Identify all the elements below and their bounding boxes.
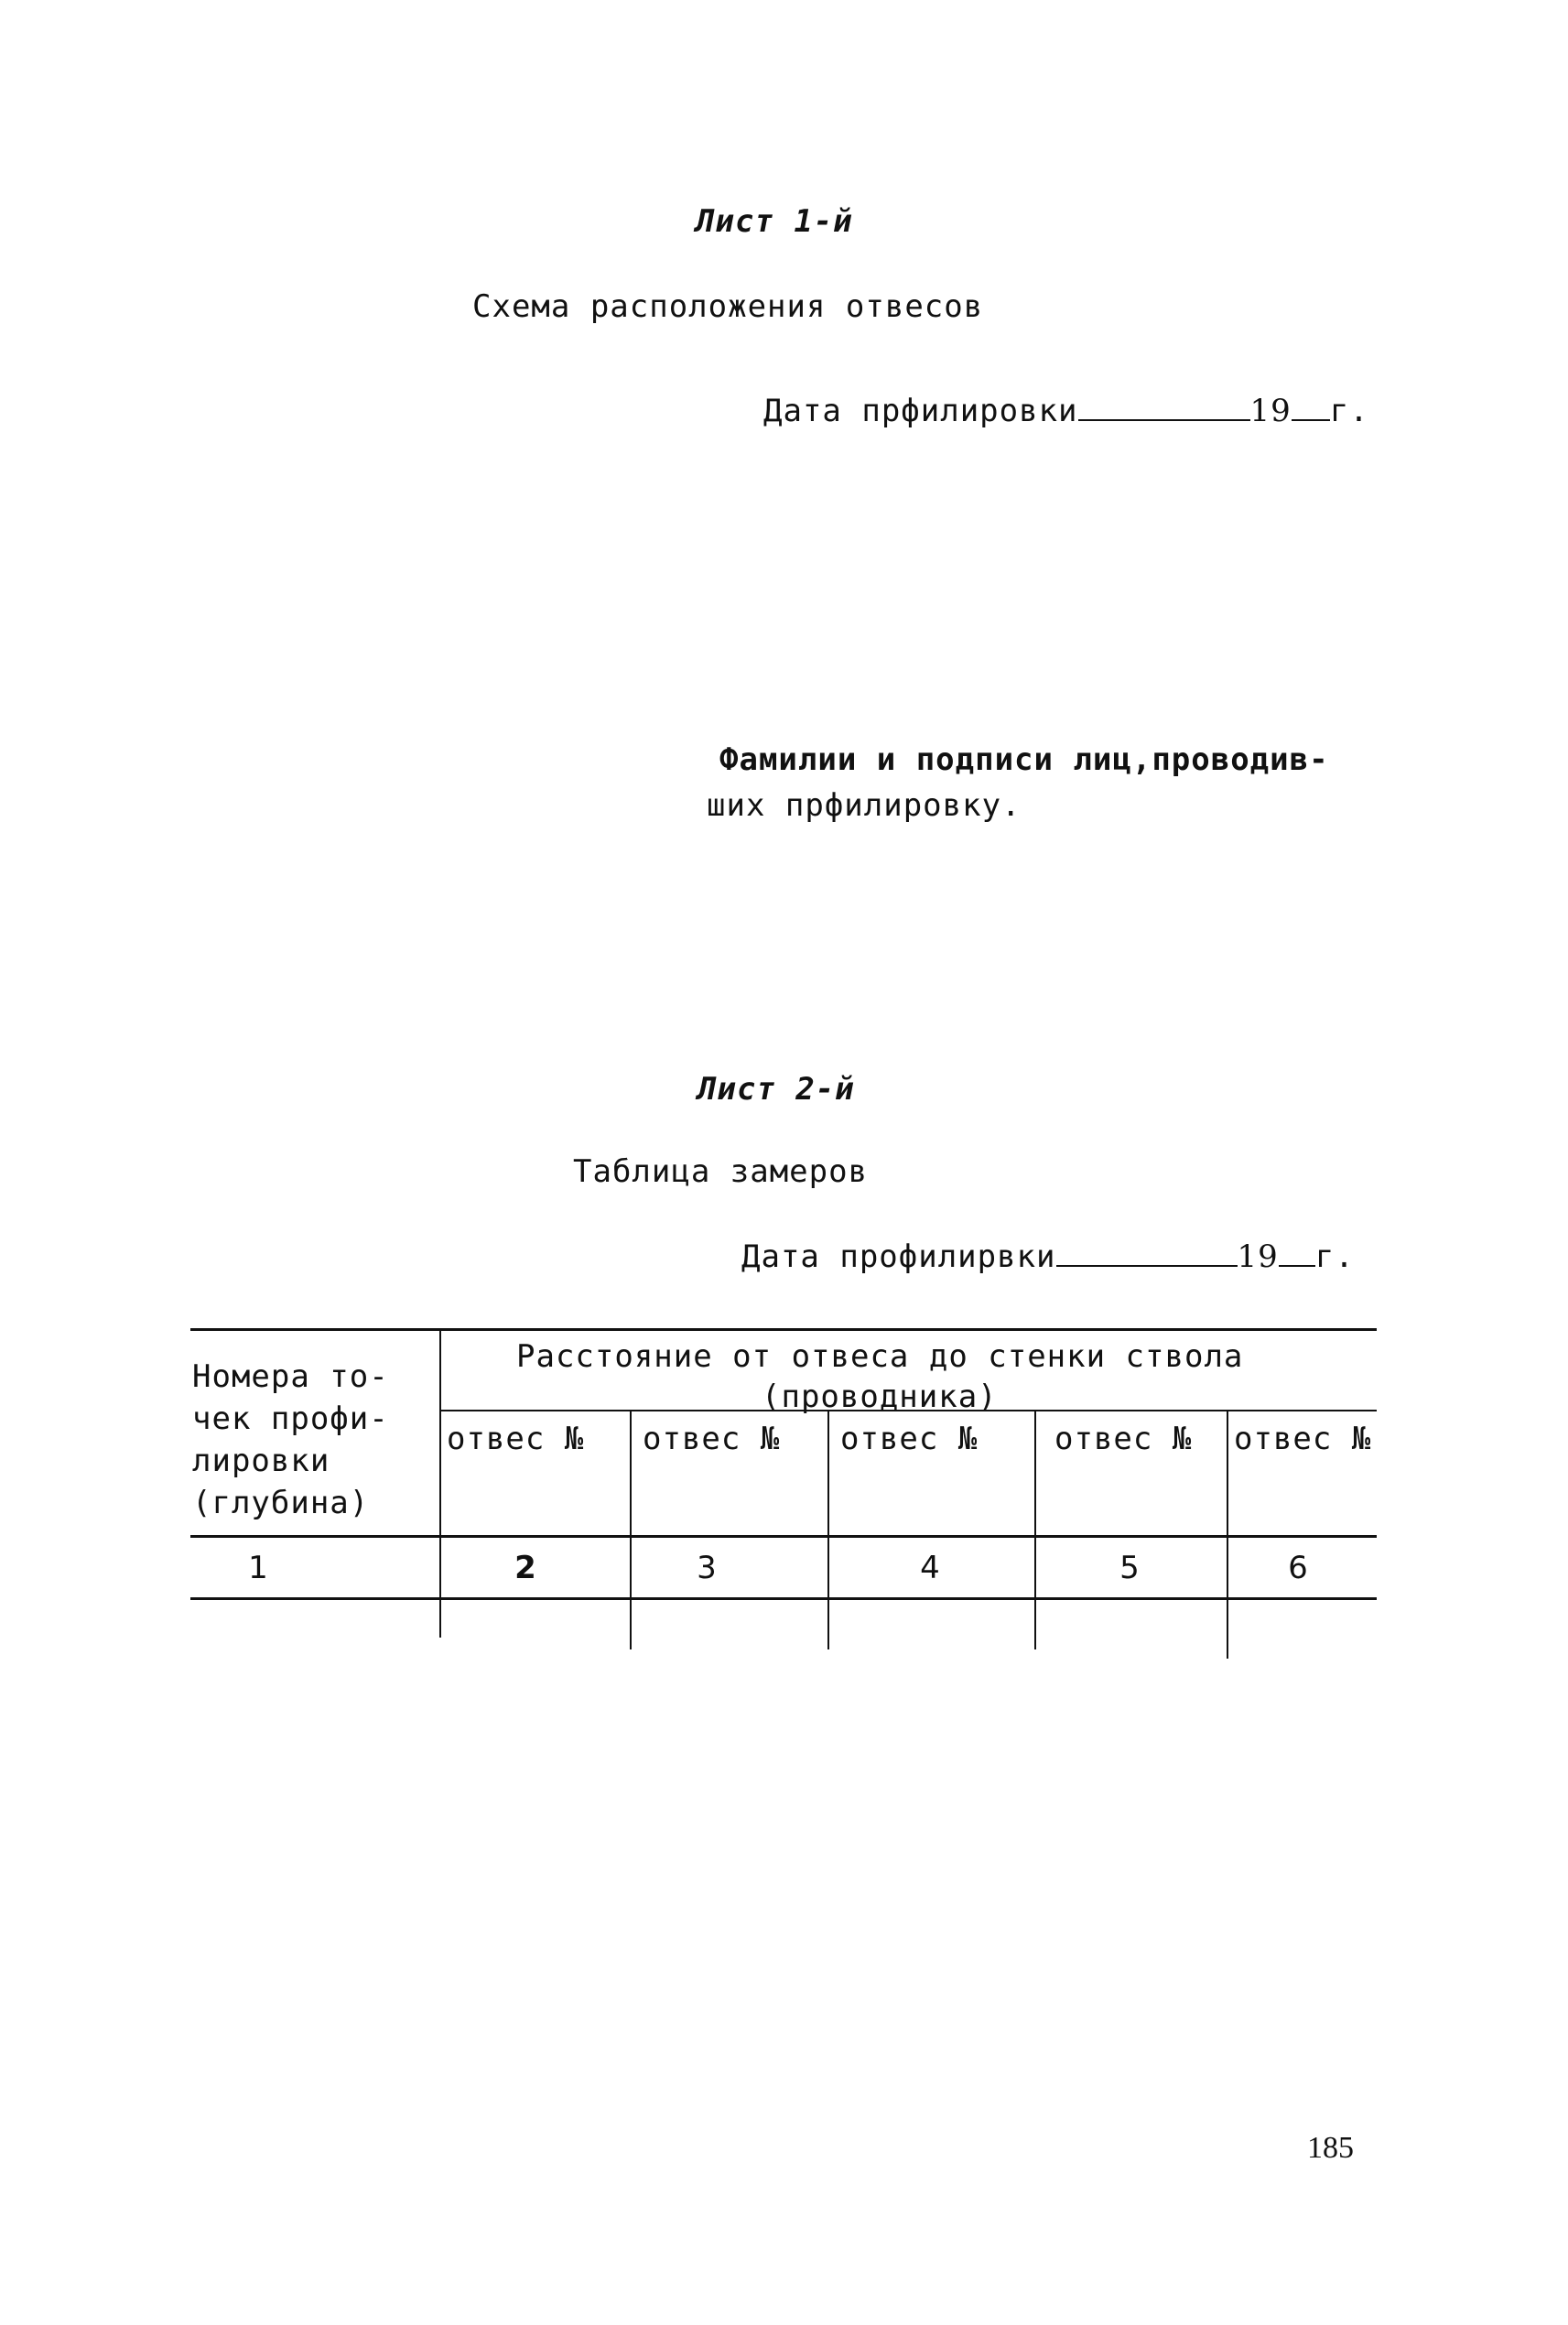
sub-header-otves-5: отвес №	[1234, 1421, 1372, 1457]
sub-header-otves-4: отвес №	[1054, 1421, 1193, 1457]
sheet1-date-blank	[1078, 392, 1250, 421]
sub-header-otves-2: отвес №	[643, 1421, 781, 1457]
column-number-6: 6	[1288, 1550, 1308, 1586]
column-number-1: 1	[248, 1550, 268, 1586]
sheet2-date-blank	[1056, 1238, 1238, 1267]
sheet2-heading: Лист 2-й	[697, 1071, 855, 1108]
sheet1-date-label: Дата прфилировки	[763, 393, 1078, 429]
table-header-bottom-rule	[190, 1535, 1377, 1538]
sheet2-date-line	[741, 1238, 1355, 1275]
page-number: 185	[1307, 2131, 1354, 2165]
sheet2-year-prefix: 19	[1237, 1238, 1279, 1275]
sheet1-subtitle: Схема расположения отвесов	[472, 288, 984, 325]
group-header-line1: Расстояние от отвеса до стенки ствола	[516, 1338, 1244, 1375]
sheet2-year-blank	[1279, 1238, 1315, 1267]
first-col-header-line4: (глубина)	[192, 1485, 370, 1521]
table-col-divider-4	[1034, 1410, 1036, 1649]
sub-header-otves-1: отвес №	[447, 1421, 585, 1457]
table-top-rule	[190, 1328, 1377, 1331]
sheet1-year-prefix: 19	[1249, 393, 1292, 429]
sub-header-otves-3: отвес №	[840, 1421, 979, 1457]
table-numbers-bottom-rule	[190, 1597, 1377, 1600]
first-col-header-line3: лировки	[192, 1443, 330, 1479]
sheet1-heading: Лист 1-й	[696, 203, 853, 240]
sheet2-subtitle: Таблица замеров	[573, 1153, 869, 1190]
sheet1-signatures-line2: ших прфилировку.	[707, 787, 1022, 824]
first-col-header-line1: Номера то-	[192, 1358, 389, 1395]
table-col-divider-2	[630, 1410, 632, 1649]
table-col-divider-1	[439, 1328, 441, 1638]
column-number-3: 3	[697, 1550, 717, 1586]
sheet1-year-suffix: г.	[1329, 393, 1369, 429]
column-number-5: 5	[1119, 1550, 1140, 1586]
group-header-line2: (проводника)	[762, 1379, 998, 1415]
first-col-header-line2: чек профи-	[192, 1400, 389, 1437]
sheet2-year-suffix: г.	[1314, 1238, 1355, 1275]
sheet1-date-line	[763, 392, 1369, 429]
sheet1-signatures-line1: Фамилии и подписи лиц,проводив-	[719, 741, 1329, 778]
column-number-2: 2	[514, 1550, 536, 1586]
table-col-divider-3	[827, 1410, 829, 1649]
table-col-divider-5	[1227, 1410, 1228, 1659]
sheet1-year-blank	[1292, 392, 1330, 421]
column-number-4: 4	[920, 1550, 940, 1586]
sheet2-date-label: Дата профилирвки	[741, 1238, 1056, 1275]
